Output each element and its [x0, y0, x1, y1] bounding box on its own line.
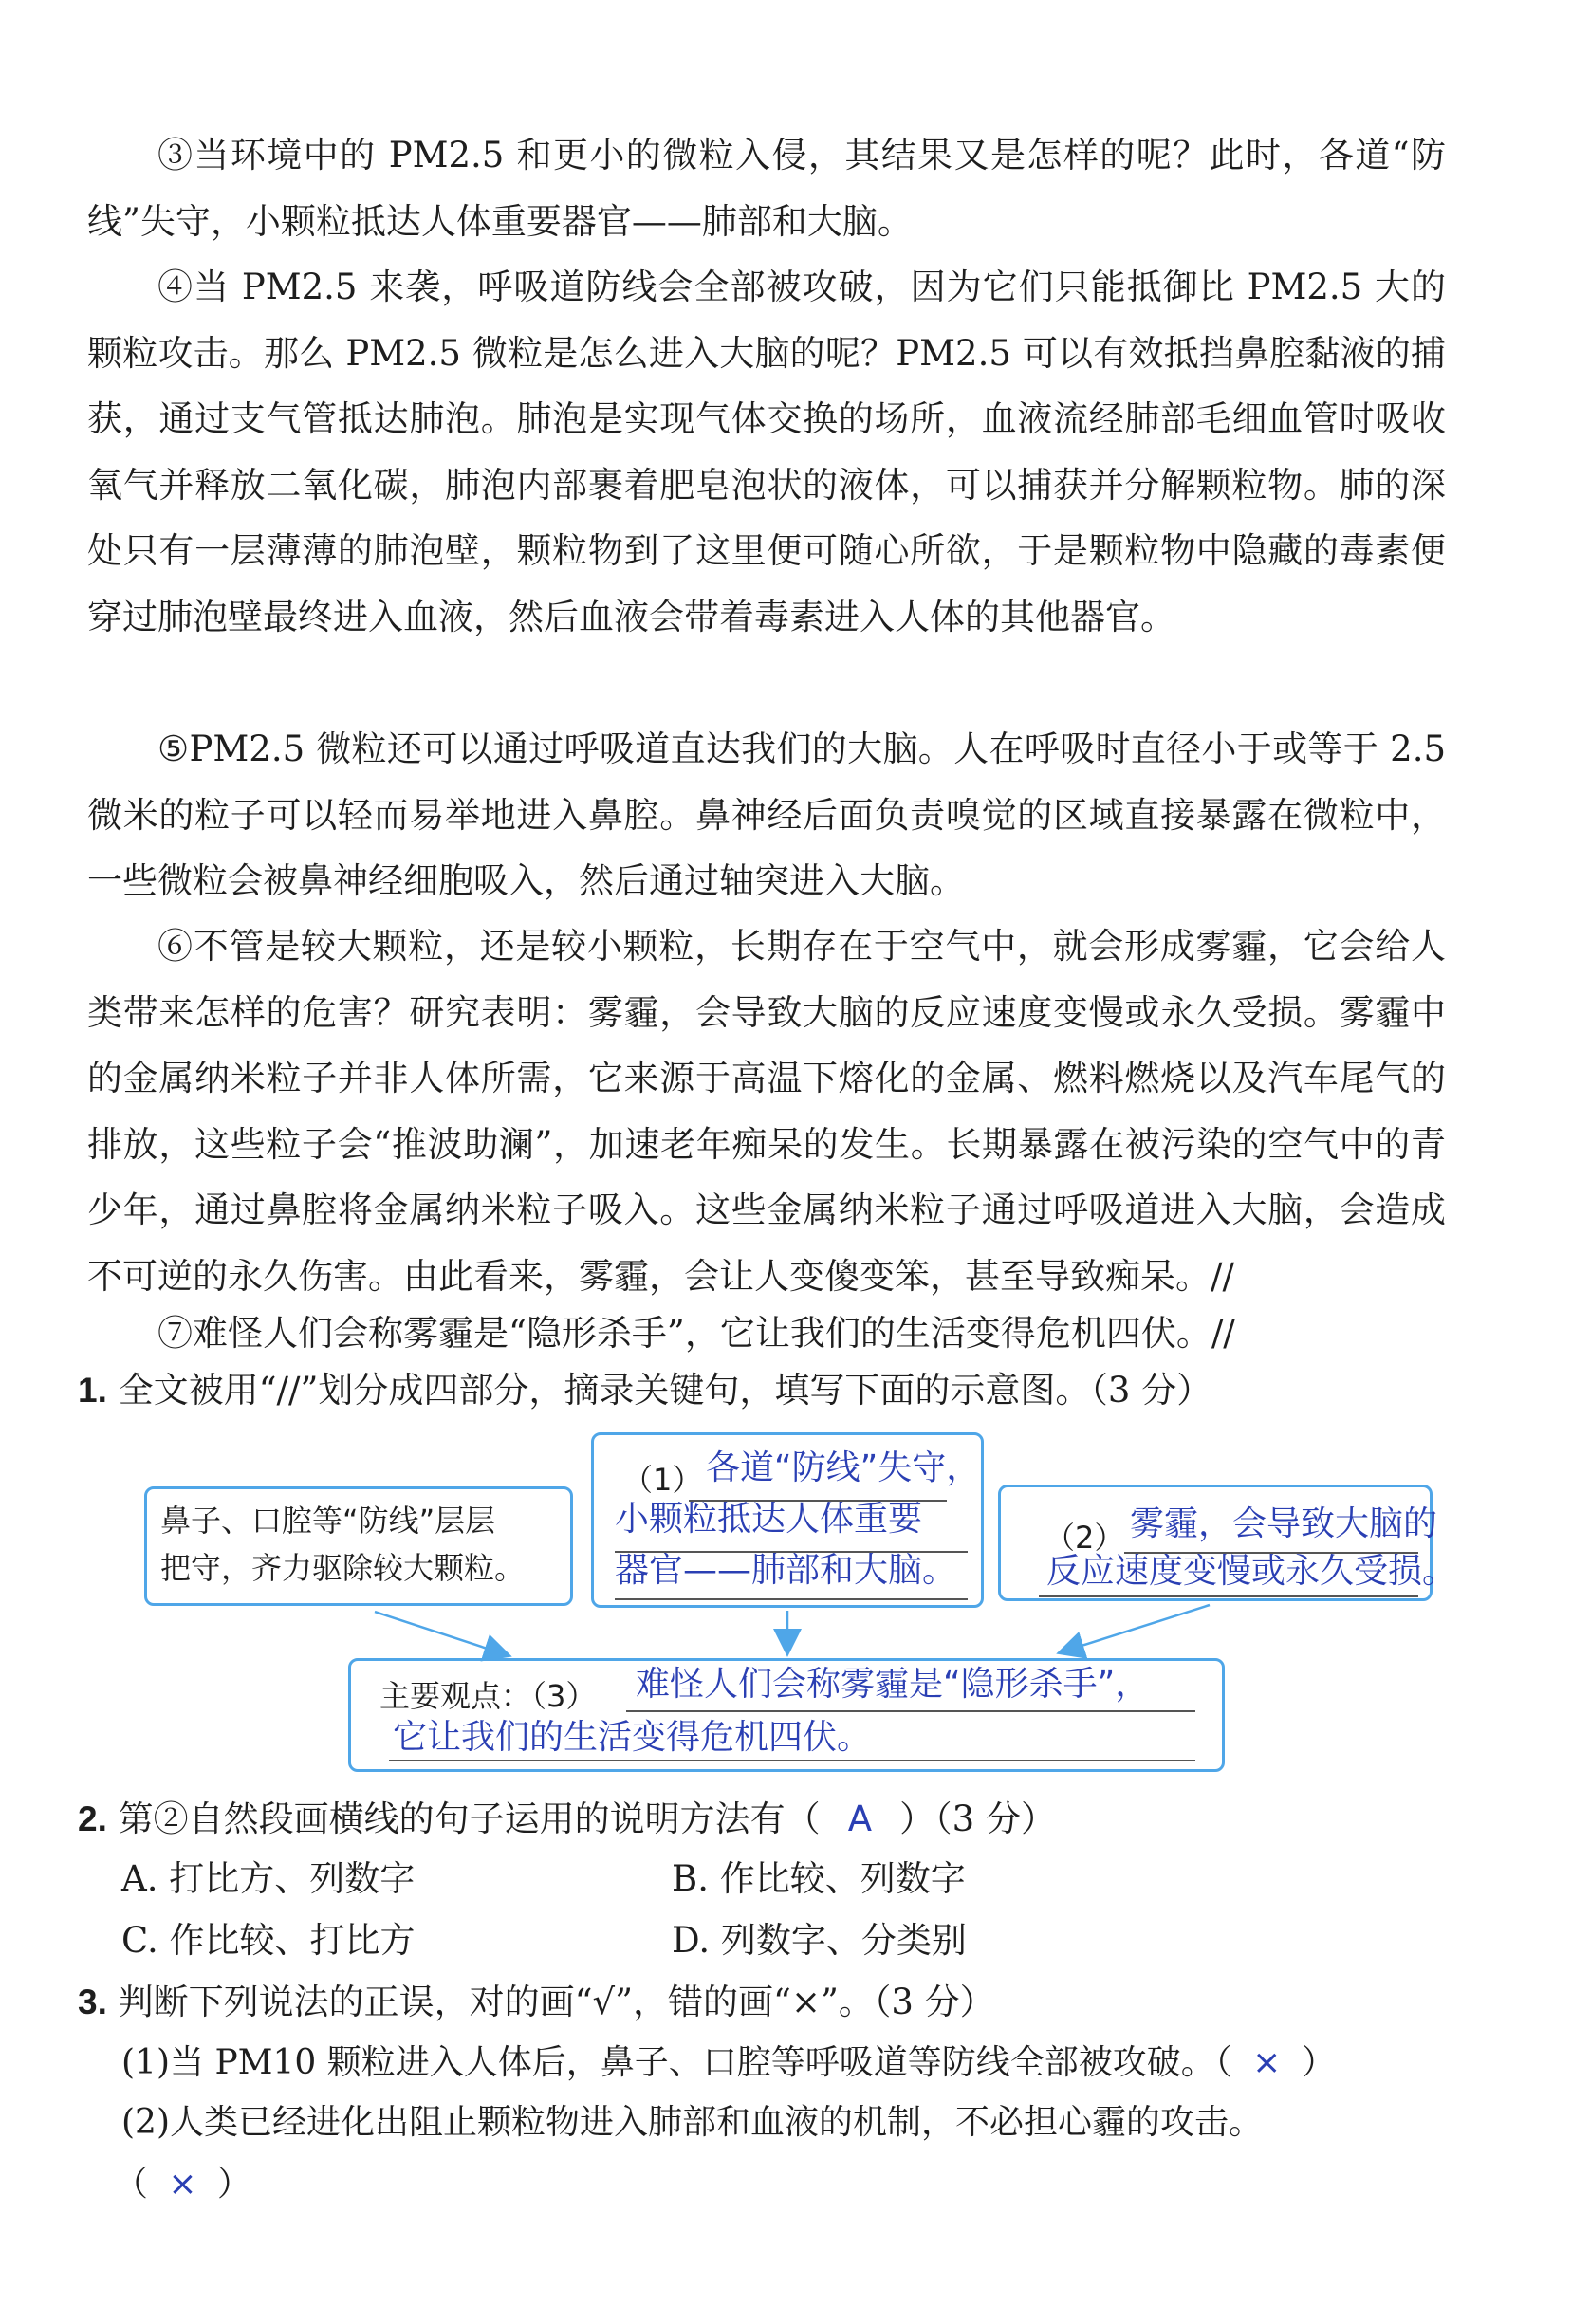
question-2-number: 2. [78, 1799, 107, 1838]
box4-label: 主要观点：（3） [379, 1678, 597, 1714]
passage-paragraph-5: ⑤PM2.5 微粒还可以通过呼吸道直达我们的大脑。人在呼吸时直径小于或等于 2.5 微米的粒子可以轻而易举地进入鼻腔。鼻神经后面负责嗅觉的区域直接暴露在微粒中，一些微粒会被鼻神经细胞吸入，然后通过轴突进入大脑。 [87, 729, 1446, 901]
arrow-from-box-1 [375, 1612, 508, 1655]
question-3-item-2-close: ） [216, 2165, 251, 2204]
box2-answer-line-1[interactable]: 各道“防线”失守， [706, 1448, 981, 1487]
question-2-option-c: C. 作比较、打比方 [121, 1920, 416, 1961]
question-3-item-1 [121, 2039, 1336, 2087]
box2-answer-line-3[interactable]: 器官——肺部和大脑。 [615, 1551, 957, 1590]
question-3-number: 3. [78, 1983, 107, 2021]
question-3 [78, 1979, 995, 2026]
box3-label: （2） [1045, 1520, 1125, 1556]
passage-paragraph-3: ③当环境中的 PM2.5 和更小的微粒入侵，其结果又是怎样的呢？此时，各道“防线”失守，小颗粒抵达人体重要器官——肺部和大脑。 [87, 135, 1446, 242]
passage-paragraph-6: ⑥不管是较大颗粒，还是较小颗粒，长期存在于空气中，就会形成雾霾，它会给人类带来怎样的危害？研究表明：雾霾，会导致大脑的反应速度变慢或永久受损。雾霾中的金属纳米粒子并非人体所需，它来源于高温下熔化的金属、燃料燃烧以及汽车尾气的排放，这些粒子会“推波助澜”，加速老年痴呆的发生。长期暴露在被污染的空气中的青少年，通过鼻腔将金属纳米粒子吸入。这些金属纳米粒子通过呼吸道进入大脑，会造成不可逆的永久伤害。由此看来，雾霾，会让人变傻变笨，甚至导致痴呆。// [87, 926, 1446, 1297]
question-3-item-1-close: ） [1301, 2043, 1336, 2082]
question-3-item-1-answer[interactable]: × [1252, 2043, 1282, 2082]
box1-line-1: 鼻子、口腔等“防线”层层 [160, 1503, 496, 1539]
question-3-text: 判断下列说法的正误，对的画“√”，错的画“×”。（3 分） [118, 1982, 995, 2022]
box2-label: （1） [622, 1462, 703, 1498]
passage-paragraph-4: ④当 PM2.5 来袭，呼吸道防线会全部被攻破，因为它们只能抵御比 PM2.5 大的颗粒攻击。那么 PM2.5 微粒是怎么进入大脑的呢？PM2.5 可以有效抵挡鼻腔黏液的捕获，通过支气管抵达肺泡。肺泡是实现气体交换的场所，血液流经肺部毛细血管时吸收氧气并释放二氧化碳，肺泡内部裹着肥皂泡状的液体，可以捕获并分解颗粒物。肺的深处只有一层薄薄的肺泡壁，颗粒物到了这里便可随心所欲，于是颗粒物中隐藏的毒素便穿过肺泡壁最终进入血液，然后血液会带着毒素进入人体的其他器官。 [87, 267, 1446, 637]
question-1-text: 全文被用“//”划分成四部分，摘录关键句，填写下面的示意图。（3 分） [118, 1370, 1212, 1411]
question-3-item-2-bracket [114, 2161, 251, 2208]
question-2-option-a: A. 打比方、列数字 [121, 1858, 416, 1899]
question-2-option-d: D. 列数字、分类别 [672, 1920, 967, 1961]
arrow-from-box-3 [1061, 1605, 1210, 1652]
box4-answer-line-1[interactable]: 难怪人们会称雾霾是“隐形杀手”， [636, 1665, 1150, 1704]
box2-answer-line-2[interactable]: 小颗粒抵达人体重要 [615, 1500, 923, 1539]
question-2-text-before: 第②自然段画横线的句子运用的说明方法有（ [118, 1798, 821, 1839]
box1-line-2: 把守，齐力驱除较大颗粒。 [160, 1550, 526, 1586]
question-1-number: 1. [78, 1371, 107, 1410]
question-3-item-2: (2)人类已经进化出阻止颗粒物进入肺部和血液的机制，不必担心霾的攻击。 [121, 2103, 1263, 2142]
box4-answer-line-2[interactable]: 它让我们的生活变得危机四伏。 [393, 1718, 872, 1757]
question-3-item-2-answer[interactable]: × [168, 2165, 197, 2204]
box3-answer-line-1[interactable]: 雾霾，会导致大脑的 [1130, 1504, 1438, 1543]
question-2 [78, 1796, 1056, 1843]
question-2-text-after: ）（3 分） [899, 1798, 1056, 1839]
box3-answer-line-2[interactable]: 反应速度变慢或永久受损。 [1046, 1552, 1457, 1591]
question-2-option-b: B. 作比较、列数字 [672, 1858, 966, 1899]
question-2-answer[interactable]: A [847, 1798, 873, 1839]
question-3-item-1-text: (1)当 PM10 颗粒进入人体后，鼻子、口腔等呼吸道等防线全部被攻破。（ [121, 2043, 1232, 2082]
passage-paragraph-7: ⑦难怪人们会称雾霾是“隐形杀手”，它让我们的生活变得危机四伏。// [157, 1313, 1235, 1354]
question-3-item-2-open: （ [114, 2165, 149, 2204]
